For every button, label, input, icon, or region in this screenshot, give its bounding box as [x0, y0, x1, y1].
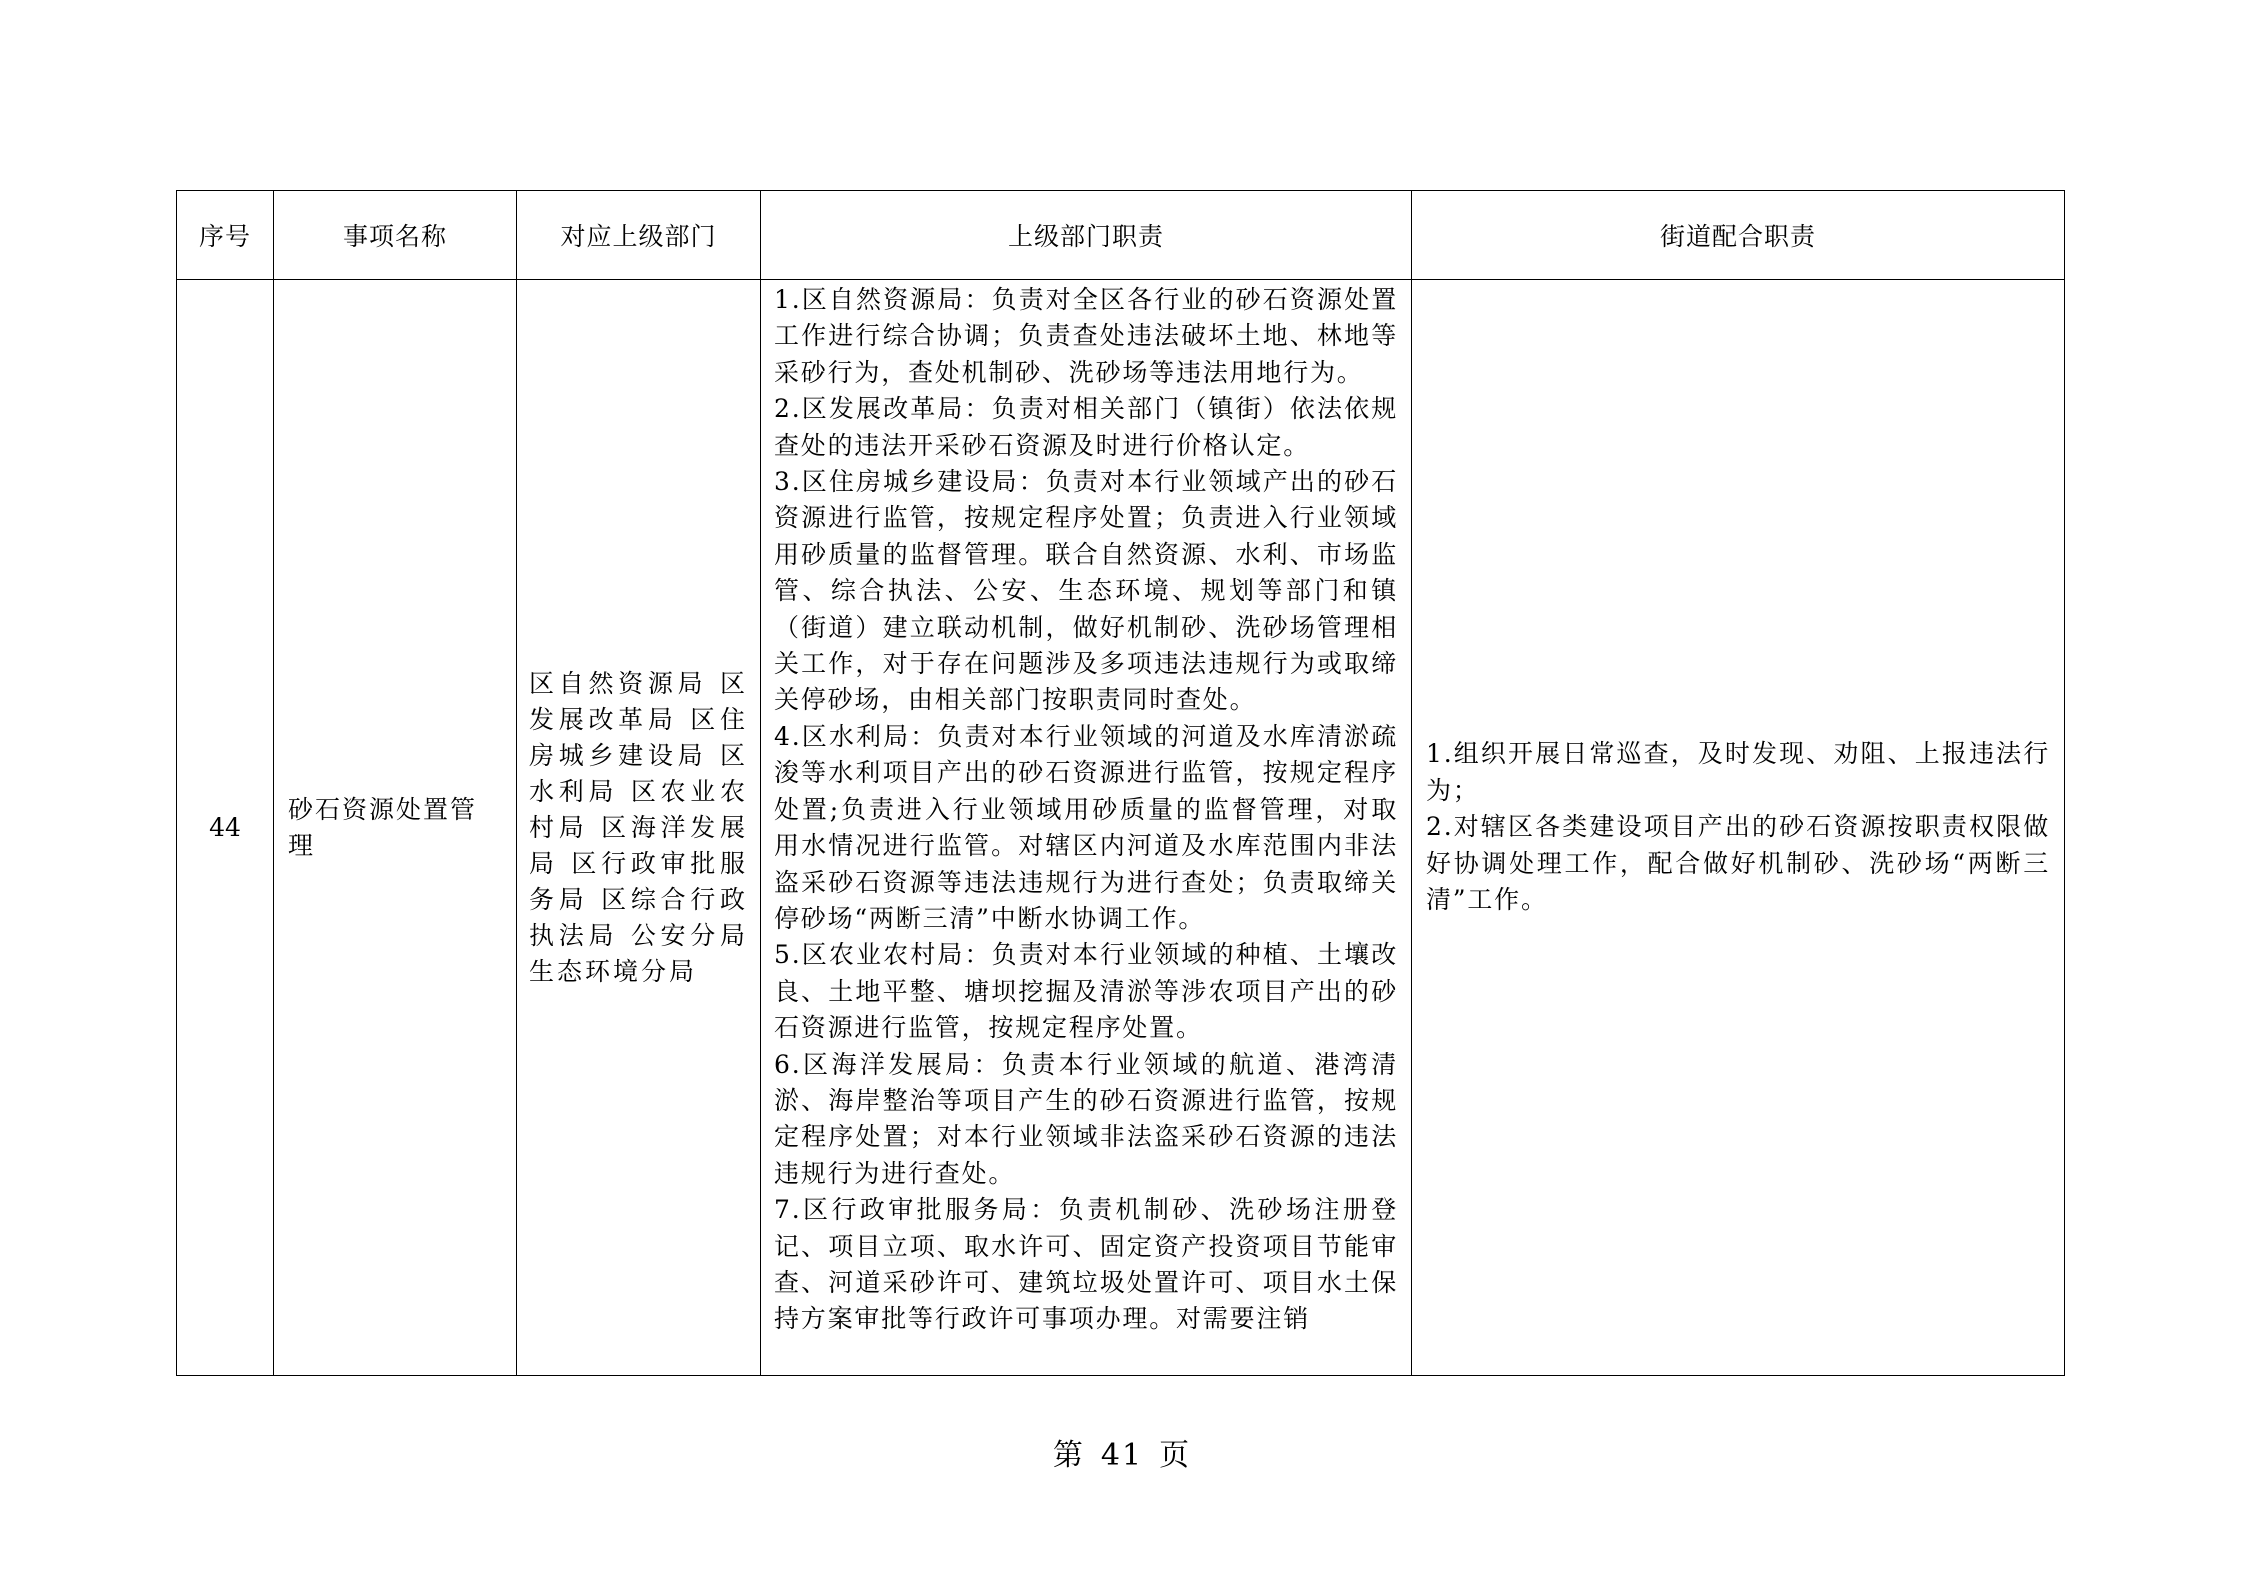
header-superior-duties: 上级部门职责 — [761, 191, 1412, 280]
duty-item-agriculture: 5.区农业农村局：负责对本行业领域的种植、土壤改良、土地平整、塘坝挖掘及清淤等涉农项目产出的砂石资源进行监管，按规定程序处置。 — [774, 940, 1398, 1043]
duty-item-water-resources: 4.区水利局：负责对本行业领域的河道及水库清淤疏浚等水利项目产出的砂石资源进行监管，按规定程序处置;负责进入行业领域用砂质量的监督管理，对取用水情况进行监管。对辖区内河道及水库范围内非法盗采砂石资源等违法违规行为进行查处；负责取缔关停砂场“两断三清”中断水协调工作。 — [774, 721, 1398, 933]
header-item-name: 事项名称 — [274, 191, 517, 280]
cell-serial-number: 44 — [177, 280, 274, 1376]
footer-suffix: 页 — [1159, 1438, 1192, 1473]
page-footer — [0, 1430, 2244, 1474]
header-serial-number: 序号 — [177, 191, 274, 280]
duty-item-ocean-development: 6.区海洋发展局：负责本行业领域的航道、港湾清淤、海岸整治等项目产生的砂石资源进行监管，按规定程序处置；对本行业领域非法盗采砂石资源的违法违规行为进行查处。 — [774, 1049, 1398, 1188]
cell-item-name: 砂石资源处置管理 — [274, 280, 517, 1376]
street-duty-item-patrol: 1.组织开展日常巡查，及时发现、劝阻、上报违法行为； — [1426, 739, 2050, 805]
duty-item-development-reform: 2.区发展改革局：负责对相关部门（镇街）依法依规查处的违法开采砂石资源及时进行价格认定。 — [774, 394, 1398, 460]
table-row — [177, 280, 2065, 1376]
duty-item-administrative-approval: 7.区行政审批服务局：负责机制砂、洗砂场注册登记、项目立项、取水许可、固定资产投资项目节能审查、河道采砂许可、建筑垃圾处置许可、项目水土保持方案审批等行政许可事项办理。对需要注销 — [774, 1195, 1398, 1334]
street-duty-item-coordination: 2.对辖区各类建设项目产出的砂石资源按职责权限做好协调处理工作，配合做好机制砂、洗砂场“两断三清”工作。 — [1426, 812, 2050, 915]
cell-superior-duties — [761, 280, 1412, 1376]
duty-item-housing-construction: 3.区住房城乡建设局：负责对本行业领域产出的砂石资源进行监管，按规定程序处置；负责进入行业领域用砂质量的监督管理。联合自然资源、水利、市场监管、综合执法、公安、生态环境、规划等部门和镇（街道）建立联动机制，做好机制砂、洗砂场管理相关工作，对于存在问题涉及多项违法违规行为或取缔关停砂场，由相关部门按职责同时查处。 — [774, 467, 1398, 715]
duty-table — [176, 190, 2065, 1376]
duty-item-natural-resources: 1.区自然资源局：负责对全区各行业的砂石资源处置工作进行综合协调；负责查处违法破坏土地、林地等采砂行为，查处机制砂、洗砂场等违法用地行为。 — [774, 285, 1398, 387]
cell-street-duties — [1412, 280, 2065, 1376]
header-superior-dept: 对应上级部门 — [517, 191, 761, 280]
page-number: 41 — [1100, 1438, 1144, 1473]
header-street-duties: 街道配合职责 — [1412, 191, 2065, 280]
footer-prefix: 第 — [1052, 1438, 1085, 1473]
cell-superior-dept: 区自然资源局 区发展改革局 区住房城乡建设局 区水利局 区农业农村局 区海洋发展局 区行政审批服务局 区综合行政执法局 公安分局 生态环境分局 — [517, 280, 761, 1376]
table-header-row — [177, 191, 2065, 280]
